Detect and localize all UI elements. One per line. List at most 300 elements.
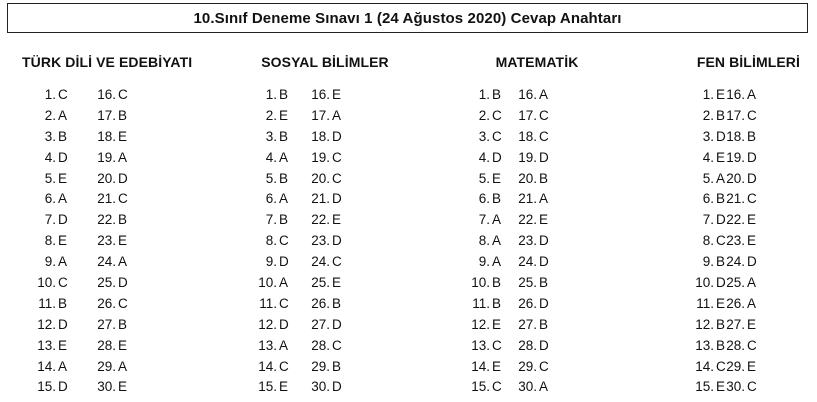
answer-15 <box>456 379 502 394</box>
answer-letter: B <box>118 316 128 332</box>
answer-letter: D <box>58 316 68 332</box>
answer-6 <box>22 191 67 206</box>
answer-28 <box>509 338 549 353</box>
answer-14 <box>456 359 501 374</box>
answer-letter: B <box>539 316 549 332</box>
answer-letter: A <box>747 87 757 102</box>
question-number: 18. <box>726 128 745 144</box>
answer-letter: A <box>118 254 128 270</box>
answer-30 <box>509 379 548 394</box>
question-number: 13. <box>471 337 490 353</box>
answer-letter: D <box>747 254 757 270</box>
answer-letter: C <box>118 191 128 207</box>
question-number: 22. <box>97 212 116 228</box>
question-number: 11. <box>38 295 56 311</box>
answer-17 <box>509 108 549 123</box>
question-number: 1. <box>44 87 56 102</box>
answer-18 <box>302 129 342 144</box>
question-number: 16. <box>97 87 116 102</box>
question-number: 25. <box>518 275 537 291</box>
answer-25 <box>717 275 756 290</box>
answer-letter: C <box>716 358 726 374</box>
answer-letter: B <box>492 275 502 291</box>
answer-letter: C <box>492 379 502 395</box>
question-number: 28. <box>311 337 330 353</box>
answer-9 <box>456 254 501 269</box>
answer-letter: E <box>716 149 726 165</box>
answer-letter: B <box>716 254 726 270</box>
question-number: 17. <box>726 107 745 123</box>
question-number: 2. <box>702 107 714 123</box>
answer-letter: E <box>539 212 549 228</box>
answer-letter: A <box>279 275 289 291</box>
question-number: 30. <box>518 379 537 395</box>
answer-letter: D <box>716 275 726 291</box>
question-number: 27. <box>518 316 537 332</box>
question-number: 25. <box>97 275 116 291</box>
answer-8 <box>243 233 289 248</box>
question-number: 12. <box>695 316 714 332</box>
answer-letter: D <box>539 233 549 249</box>
section-title: MATEMATİK <box>495 54 579 70</box>
question-number: 26. <box>726 295 745 311</box>
question-number: 5. <box>478 170 490 186</box>
answer-letter: D <box>332 128 342 144</box>
answer-letter: B <box>539 170 549 186</box>
answer-19 <box>509 150 549 165</box>
question-number: 17. <box>518 107 537 123</box>
answer-letter: B <box>279 212 289 228</box>
question-number: 4. <box>702 149 714 165</box>
answer-13 <box>22 338 67 353</box>
question-number: 23. <box>726 233 745 249</box>
answer-letter: B <box>492 87 502 102</box>
answer-letter: A <box>539 87 549 102</box>
answer-letter: B <box>539 275 549 291</box>
answer-11 <box>456 296 501 311</box>
answer-letter: A <box>539 379 549 395</box>
answer-18 <box>509 129 549 144</box>
answer-letter: D <box>747 149 757 165</box>
question-number: 17. <box>311 107 330 123</box>
question-number: 11. <box>472 295 490 311</box>
answer-letter: A <box>539 191 549 207</box>
question-number: 30. <box>311 379 330 395</box>
answer-letter: C <box>58 87 68 102</box>
answer-29 <box>509 359 549 374</box>
answer-letter: C <box>279 233 289 249</box>
answer-5 <box>456 171 501 186</box>
answer-letter: A <box>118 149 128 165</box>
answer-letter: A <box>118 358 128 374</box>
answer-letter: E <box>279 379 289 395</box>
answer-25 <box>88 275 128 290</box>
answer-16 <box>302 87 341 102</box>
answer-30 <box>302 379 342 394</box>
answer-letter: C <box>279 295 289 311</box>
answer-letter: D <box>332 316 342 332</box>
answer-letter: B <box>492 191 502 207</box>
answer-26 <box>717 296 756 311</box>
question-number: 30. <box>726 379 745 395</box>
answer-letter: D <box>539 254 549 270</box>
question-number: 23. <box>311 233 330 249</box>
question-number: 21. <box>311 191 330 207</box>
question-number: 13. <box>258 337 277 353</box>
question-number: 28. <box>97 337 116 353</box>
answer-13 <box>243 338 288 353</box>
question-number: 16. <box>311 87 330 102</box>
answer-letter: D <box>332 233 342 249</box>
answer-21 <box>717 191 757 206</box>
question-number: 24. <box>518 254 537 270</box>
answer-letter: E <box>118 233 128 249</box>
answer-letter: D <box>118 275 128 291</box>
answer-letter: D <box>58 379 68 395</box>
question-number: 4. <box>478 149 490 165</box>
question-number: 6. <box>702 191 714 207</box>
answer-21 <box>88 191 128 206</box>
answer-16 <box>717 87 756 102</box>
answer-28 <box>88 338 127 353</box>
answer-letter: B <box>58 128 68 144</box>
answer-4 <box>22 150 68 165</box>
question-number: 20. <box>311 170 330 186</box>
answer-letter: C <box>747 191 757 207</box>
question-number: 29. <box>97 358 116 374</box>
question-number: 19. <box>726 149 745 165</box>
answer-letter: E <box>747 233 757 249</box>
answer-letter: E <box>716 379 726 395</box>
answer-22 <box>509 212 548 227</box>
question-number: 28. <box>518 337 537 353</box>
answer-letter: C <box>118 295 128 311</box>
answer-27 <box>88 317 127 332</box>
answer-letter: E <box>332 212 342 228</box>
answer-30 <box>88 379 127 394</box>
answer-25 <box>509 275 548 290</box>
answer-2 <box>243 108 288 123</box>
answer-27 <box>717 317 756 332</box>
question-number: 8. <box>478 233 490 249</box>
question-number: 16. <box>726 87 745 102</box>
question-number: 1. <box>478 87 490 102</box>
answer-letter: A <box>58 254 68 270</box>
question-number: 20. <box>726 170 745 186</box>
answer-3 <box>22 129 67 144</box>
question-number: 6. <box>265 191 277 207</box>
question-number: 15. <box>37 379 56 395</box>
answer-24 <box>509 254 549 269</box>
answer-letter: A <box>279 149 289 165</box>
question-number: 27. <box>97 316 116 332</box>
question-number: 10. <box>695 275 714 291</box>
question-number: 20. <box>518 170 537 186</box>
answer-letter: C <box>747 337 757 353</box>
question-number: 9. <box>265 254 277 270</box>
question-number: 23. <box>97 233 116 249</box>
answer-21 <box>302 191 342 206</box>
answer-20 <box>717 171 757 186</box>
answer-2 <box>456 108 502 123</box>
answer-12 <box>243 317 289 332</box>
question-number: 7. <box>702 212 714 228</box>
answer-letter: B <box>716 107 726 123</box>
answer-letter: E <box>747 316 757 332</box>
answer-letter: C <box>279 358 289 374</box>
answer-letter: E <box>118 379 128 395</box>
question-number: 21. <box>518 191 537 207</box>
question-number: 14. <box>258 358 277 374</box>
answer-letter: D <box>539 295 549 311</box>
answer-23 <box>509 233 549 248</box>
question-number: 27. <box>311 316 330 332</box>
answer-letter: C <box>492 107 502 123</box>
answer-2 <box>22 108 67 123</box>
answer-letter: B <box>716 316 726 332</box>
answer-18 <box>88 129 127 144</box>
answer-4 <box>456 150 502 165</box>
answer-letter: D <box>539 149 549 165</box>
answer-8 <box>456 233 501 248</box>
question-number: 1. <box>702 87 714 102</box>
answer-letter: A <box>747 295 757 311</box>
question-number: 22. <box>311 212 330 228</box>
answer-14 <box>243 359 289 374</box>
section-title: SOSYAL BİLİMLER <box>261 54 389 70</box>
answer-letter: B <box>118 212 128 228</box>
answer-16 <box>509 87 548 102</box>
answer-6 <box>456 191 501 206</box>
answer-letter: E <box>747 358 757 374</box>
answer-letter: E <box>58 233 68 249</box>
answer-24 <box>88 254 127 269</box>
answer-letter: B <box>58 295 68 311</box>
answer-22 <box>302 212 341 227</box>
answer-24 <box>717 254 757 269</box>
answer-letter: B <box>492 295 502 311</box>
answer-29 <box>717 359 756 374</box>
answer-23 <box>717 233 756 248</box>
question-number: 1. <box>265 87 277 102</box>
question-number: 2. <box>478 107 490 123</box>
answer-17 <box>88 108 127 123</box>
answer-letter: A <box>58 107 68 123</box>
answer-letter: C <box>747 107 757 123</box>
question-number: 10. <box>471 275 490 291</box>
answer-letter: C <box>539 107 549 123</box>
answer-letter: E <box>118 128 128 144</box>
answer-letter: D <box>716 212 726 228</box>
question-number: 25. <box>726 275 745 291</box>
question-number: 20. <box>97 170 116 186</box>
answer-letter: A <box>279 337 289 353</box>
answer-letter: D <box>539 337 549 353</box>
answer-20 <box>88 171 128 186</box>
answer-17 <box>302 108 341 123</box>
question-number: 24. <box>726 254 745 270</box>
question-number: 27. <box>726 316 745 332</box>
answer-1 <box>22 87 68 102</box>
answer-letter: A <box>747 275 757 291</box>
answer-7 <box>22 212 68 227</box>
answer-20 <box>302 171 342 186</box>
question-number: 7. <box>265 212 277 228</box>
answer-letter: C <box>332 149 342 165</box>
question-number: 15. <box>695 379 714 395</box>
question-number: 3. <box>44 128 56 144</box>
answer-9 <box>243 254 289 269</box>
answer-letter: A <box>58 358 68 374</box>
question-number: 5. <box>44 170 56 186</box>
page-title: 10.Sınıf Deneme Sınavı 1 (24 Ağustos 2020) Cevap Anahtarı <box>7 3 808 33</box>
question-number: 24. <box>97 254 116 270</box>
question-number: 19. <box>311 149 330 165</box>
answer-letter: B <box>279 170 289 186</box>
answer-letter: C <box>58 275 68 291</box>
question-number: 21. <box>726 191 745 207</box>
question-number: 12. <box>471 316 490 332</box>
answer-1 <box>456 87 501 102</box>
answer-1 <box>243 87 288 102</box>
answer-letter: D <box>332 191 342 207</box>
answer-23 <box>88 233 127 248</box>
answer-22 <box>88 212 127 227</box>
answer-13 <box>456 338 502 353</box>
answer-letter: C <box>492 128 502 144</box>
answer-3 <box>456 129 502 144</box>
answer-26 <box>509 296 549 311</box>
question-number: 11. <box>259 295 277 311</box>
question-number: 10. <box>37 275 56 291</box>
answer-letter: E <box>492 170 502 186</box>
answer-27 <box>302 317 342 332</box>
question-number: 29. <box>518 358 537 374</box>
answer-letter: D <box>747 170 757 186</box>
question-number: 2. <box>44 107 56 123</box>
question-number: 10. <box>258 275 277 291</box>
question-number: 8. <box>265 233 277 249</box>
answer-letter: C <box>332 254 342 270</box>
answer-letter: C <box>492 337 502 353</box>
question-number: 12. <box>37 316 56 332</box>
answer-10 <box>456 275 501 290</box>
answer-letter: A <box>492 254 502 270</box>
answer-22 <box>717 212 756 227</box>
answer-10 <box>22 275 68 290</box>
answer-letter: A <box>58 191 68 207</box>
answer-letter: D <box>492 149 502 165</box>
answer-28 <box>717 338 757 353</box>
answer-19 <box>302 150 342 165</box>
question-number: 25. <box>311 275 330 291</box>
answer-letter: E <box>716 87 726 102</box>
answer-5 <box>243 171 288 186</box>
answer-11 <box>243 296 289 311</box>
answer-letter: D <box>716 128 726 144</box>
answer-19 <box>717 150 757 165</box>
answer-14 <box>22 359 67 374</box>
question-number: 6. <box>478 191 490 207</box>
answer-5 <box>22 171 67 186</box>
answer-27 <box>509 317 548 332</box>
answer-letter: E <box>58 170 68 186</box>
question-number: 29. <box>311 358 330 374</box>
answer-29 <box>302 359 341 374</box>
question-number: 18. <box>97 128 116 144</box>
question-number: 15. <box>258 379 277 395</box>
answer-letter: D <box>58 212 68 228</box>
answer-letter: E <box>716 295 726 311</box>
answer-letter: E <box>492 358 502 374</box>
answer-12 <box>456 317 501 332</box>
question-number: 9. <box>478 254 490 270</box>
question-number: 5. <box>265 170 277 186</box>
question-number: 9. <box>44 254 56 270</box>
question-number: 28. <box>726 337 745 353</box>
answer-9 <box>22 254 67 269</box>
answer-letter: C <box>118 87 128 102</box>
answer-15 <box>243 379 288 394</box>
answer-letter: C <box>332 170 342 186</box>
answer-letter: C <box>539 128 549 144</box>
question-number: 26. <box>311 295 330 311</box>
answer-letter: A <box>492 233 502 249</box>
answer-12 <box>22 317 68 332</box>
question-number: 21. <box>97 191 116 207</box>
answer-letter: C <box>539 358 549 374</box>
answer-letter: E <box>332 275 342 291</box>
question-number: 19. <box>97 149 116 165</box>
question-number: 14. <box>695 358 714 374</box>
question-number: 14. <box>471 358 490 374</box>
question-number: 24. <box>311 254 330 270</box>
answer-letter: A <box>332 107 342 123</box>
answer-letter: A <box>716 170 726 186</box>
answer-19 <box>88 150 127 165</box>
section-title: FEN BİLİMLERİ <box>696 54 800 70</box>
question-number: 13. <box>695 337 714 353</box>
question-number: 3. <box>702 128 714 144</box>
answer-28 <box>302 338 342 353</box>
question-number: 5. <box>702 170 714 186</box>
answer-letter: B <box>279 128 289 144</box>
question-number: 30. <box>97 379 116 395</box>
answer-letter: E <box>747 212 757 228</box>
answer-letter: E <box>279 107 289 123</box>
answer-letter: E <box>118 337 128 353</box>
question-number: 16. <box>518 87 537 102</box>
question-number: 14. <box>37 358 56 374</box>
answer-15 <box>22 379 68 394</box>
question-number: 23. <box>518 233 537 249</box>
answer-letter: C <box>332 337 342 353</box>
answer-letter: C <box>747 379 757 395</box>
question-number: 3. <box>265 128 277 144</box>
answer-18 <box>717 129 756 144</box>
answer-6 <box>243 191 288 206</box>
answer-letter: E <box>332 87 342 102</box>
answer-23 <box>302 233 342 248</box>
question-number: 9. <box>702 254 714 270</box>
answer-7 <box>243 212 288 227</box>
question-number: 19. <box>518 149 537 165</box>
answer-letter: B <box>716 191 726 207</box>
answer-letter: E <box>492 316 502 332</box>
question-number: 18. <box>518 128 537 144</box>
answer-letter: E <box>58 337 68 353</box>
answer-10 <box>243 275 288 290</box>
